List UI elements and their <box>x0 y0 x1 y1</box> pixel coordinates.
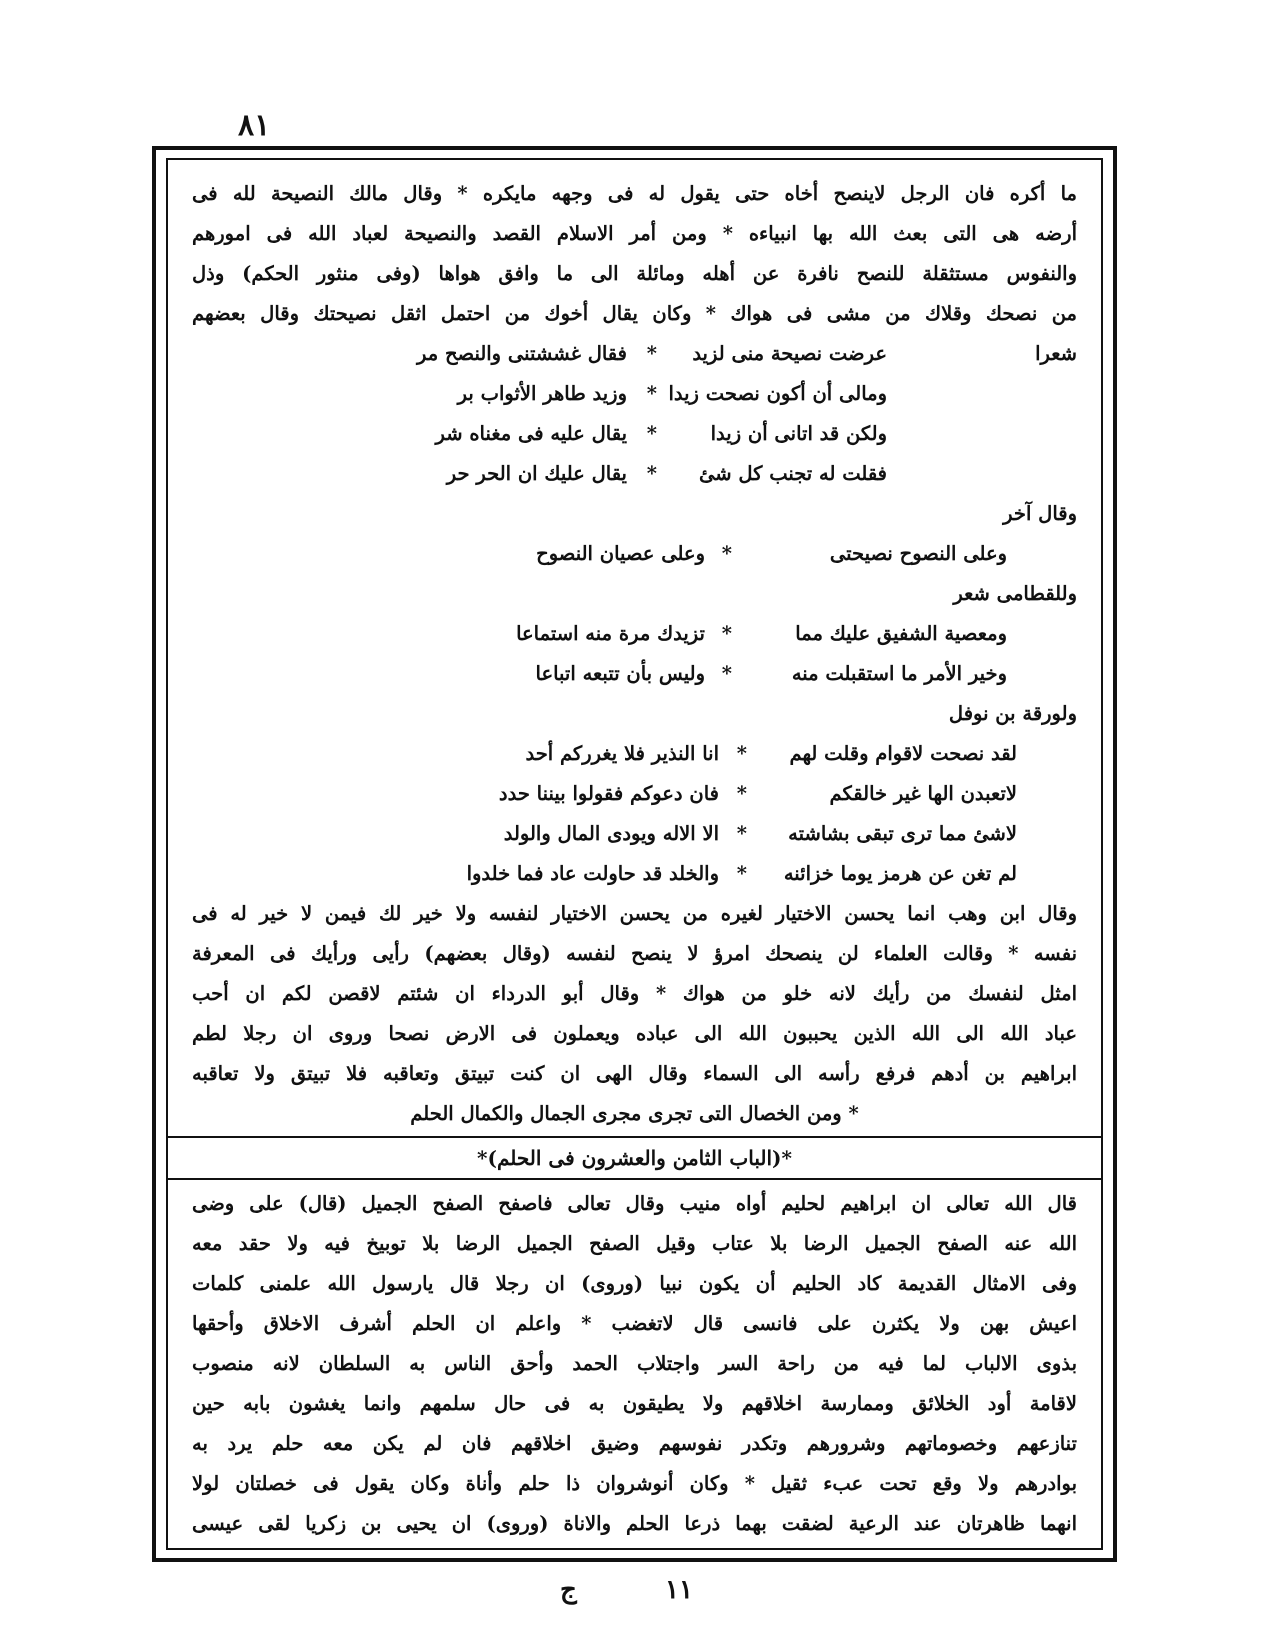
verse-first-hemistich: عرضت نصيحة منى لزيد <box>692 342 887 365</box>
text-line: * ومن الخصال التى تجرى مجرى الجمال والكمال الحلم <box>410 1102 859 1125</box>
verse-first-hemistich: وعلى النصوح نصيحتى <box>829 542 1007 565</box>
verse-first-hemistich: لم تغن عن هرمز يوما خزائنه <box>783 862 1017 885</box>
verse-second-hemistich: فان دعوكم فقولوا بيننا حدد <box>498 782 719 805</box>
verse-separator: * <box>721 542 732 565</box>
verse-first-hemistich: وخير الأمر ما استقبلت منه <box>791 662 1007 685</box>
text-line: ابراهيم بن أدهم فرفع رأسه الى السماء وقال الهى ان كنت تبيتق وتعاقبه فلا تبيتق ولا تعاقبه <box>192 1062 1077 1085</box>
verse-separator: * <box>721 662 732 685</box>
verse-second-hemistich: تزيدك مرة منه استماعا <box>516 622 705 645</box>
poem-label: وقال آخر <box>1003 502 1077 525</box>
verse-separator: * <box>736 742 747 765</box>
poem-label: ولورقة بن نوفل <box>948 702 1077 725</box>
chapter-heading: *(الباب الثامن والعشرون فى الحلم)* <box>168 1138 1101 1180</box>
page-frame-inner <box>166 158 1103 1550</box>
text-area <box>192 174 1077 1534</box>
text-line: تنازعهم وخصوماتهم وشرورهم وتكدر نفوسهم وضيق اخلاقهم فان لم يكن معه حلم يرد به <box>192 1432 1077 1455</box>
text-line: انهما ظاهرتان عند الرعية لضقت بهما ذرعا الحلم والاناة (وروى) ان يحيى بن زكريا لقى عيسى <box>192 1512 1077 1535</box>
poem-verse <box>192 374 1077 414</box>
text-line: نفسه * وقالت العلماء لن ينصحك امرؤ لا ينصح لنفسه (وقال بعضهم) رأيى ورأيك فى المعرفة <box>192 942 1077 965</box>
verse-first-hemistich: لقد نصحت لاقوام وقلت لهم <box>789 742 1017 765</box>
poem-verse <box>192 654 1077 694</box>
poem-verse <box>192 774 1077 814</box>
text-line: بذوى الالباب لما فيه من راحة السر واجتلاب الحمد وأحق الناس به السلطان لانه منصوب <box>192 1352 1077 1375</box>
poem-verse <box>192 534 1077 574</box>
poem-verse <box>192 734 1077 774</box>
printer-signature: ج <box>560 1575 577 1605</box>
text-line: بوادرهم ولا وقع تحت عبء ثقيل * وكان أنوشروان ذا حلم وأناة وكان يقول فى خصلتان لولا <box>192 1472 1077 1495</box>
poem-verse <box>192 334 1077 374</box>
page-number: ٨١ <box>238 108 271 143</box>
poem-verse <box>192 454 1077 494</box>
page-frame <box>152 146 1117 1562</box>
verse-separator: * <box>721 622 732 645</box>
text-line: عباد الله الى الله الذين يحببون الله الى عباده ويعملون فى الارض نصحا وروى ان رجلا لطم <box>192 1022 1077 1045</box>
verse-first-hemistich: ولكن قد اتانى أن زيدا <box>710 422 887 445</box>
verse-second-hemistich: وليس بأن تتبعه اتباعا <box>535 662 705 685</box>
text-line: ما أكره فان الرجل لاينصح أخاه حتى يقول له فى وجهه مايكره * وقال مالك النصيحة لله فى <box>192 182 1077 205</box>
verse-second-hemistich: يقال عليك ان الحر حر <box>446 462 627 485</box>
verse-separator: * <box>736 782 747 805</box>
text-line: امثل لنفسك من رأيك لانه خلو من هواك * وقال أبو الدرداء ان شئتم لاقصن لكم ان أحب <box>192 982 1077 1005</box>
verse-second-hemistich: يقال عليه فى مغناه شر <box>435 422 627 445</box>
verse-separator: * <box>646 342 657 365</box>
verse-first-hemistich: ومالى أن أكون نصحت زيدا <box>668 382 887 405</box>
verse-second-hemistich: وزيد طاهر الأثواب بر <box>457 382 627 405</box>
text-line: وقال ابن وهب انما يحسن الاختيار لغيره من يحسن الاختيار لنفسه ولا خير لك فيمن لا خير له فى <box>192 902 1077 925</box>
poem-verse <box>192 414 1077 454</box>
text-line: من نصحك وقلاك من مشى فى هواك * وكان يقال أخوك من احتمل اثقل نصيحتك وقال بعضهم <box>192 302 1077 325</box>
poem-verse <box>192 614 1077 654</box>
sheet-number: ١١ <box>665 1575 693 1605</box>
poem-label: شعرا <box>1035 342 1077 365</box>
verse-first-hemistich: فقلت له تجنب كل شئ <box>698 462 887 485</box>
verse-separator: * <box>646 422 657 445</box>
verse-separator: * <box>736 862 747 885</box>
verse-separator: * <box>646 382 657 405</box>
poem-label: وللقطامى شعر <box>953 582 1077 605</box>
verse-separator: * <box>646 462 657 485</box>
text-line: أرضه هى التى بعث الله بها انبياءه * ومن أمر الاسلام القصد والنصيحة لعباد الله فى امورهم <box>192 222 1077 245</box>
verse-separator: * <box>736 822 747 845</box>
verse-first-hemistich: ومعصية الشفيق عليك مما <box>795 622 1007 645</box>
text-line: اعيش بهن ولا يكثرن على فانسى قال لاتغضب * واعلم ان الحلم أشرف الاخلاق وأحقها <box>192 1312 1077 1335</box>
poem-verse <box>192 814 1077 854</box>
text-line: والنفوس مستثقلة للنصح نافرة عن أهله ومائلة الى ما وافق هواها (وفى منثور الحكم) وذل <box>192 262 1077 285</box>
text-line: لاقامة أود الخلائق وممارسة اخلاقهم ولا يطيقون به فى حال سلمهم وانما يغشون بابه حين <box>192 1392 1077 1415</box>
verse-second-hemistich: انا النذير فلا يغرركم أحد <box>525 742 719 765</box>
verse-second-hemistich: الا الاله ويودى المال والولد <box>503 822 719 845</box>
verse-second-hemistich: والخلد قد حاولت عاد فما خلدوا <box>466 862 719 885</box>
text-line: وفى الامثال القديمة كاد الحليم أن يكون نبيا (وروى) ان رجلا قال يارسول الله علمنى كلمات <box>192 1272 1077 1295</box>
verse-first-hemistich: لاتعبدن الها غير خالقكم <box>829 782 1017 805</box>
poem-verse <box>192 854 1077 894</box>
text-line: الله عنه الصفح الجميل الرضا بلا عتاب وقيل الصفح الجميل الرضا بلا توبيخ فيه ولا حقد معه <box>192 1232 1077 1255</box>
verse-second-hemistich: فقال غششتنى والنصح مر <box>416 342 627 365</box>
verse-second-hemistich: وعلى عصيان النصوح <box>536 542 705 565</box>
text-line: قال الله تعالى ان ابراهيم لحليم أواه منيب وقال تعالى فاصفح الصفح الجميل (قال) على وضى <box>192 1192 1077 1215</box>
verse-first-hemistich: لاشئ مما ترى تبقى بشاشته <box>788 822 1017 845</box>
